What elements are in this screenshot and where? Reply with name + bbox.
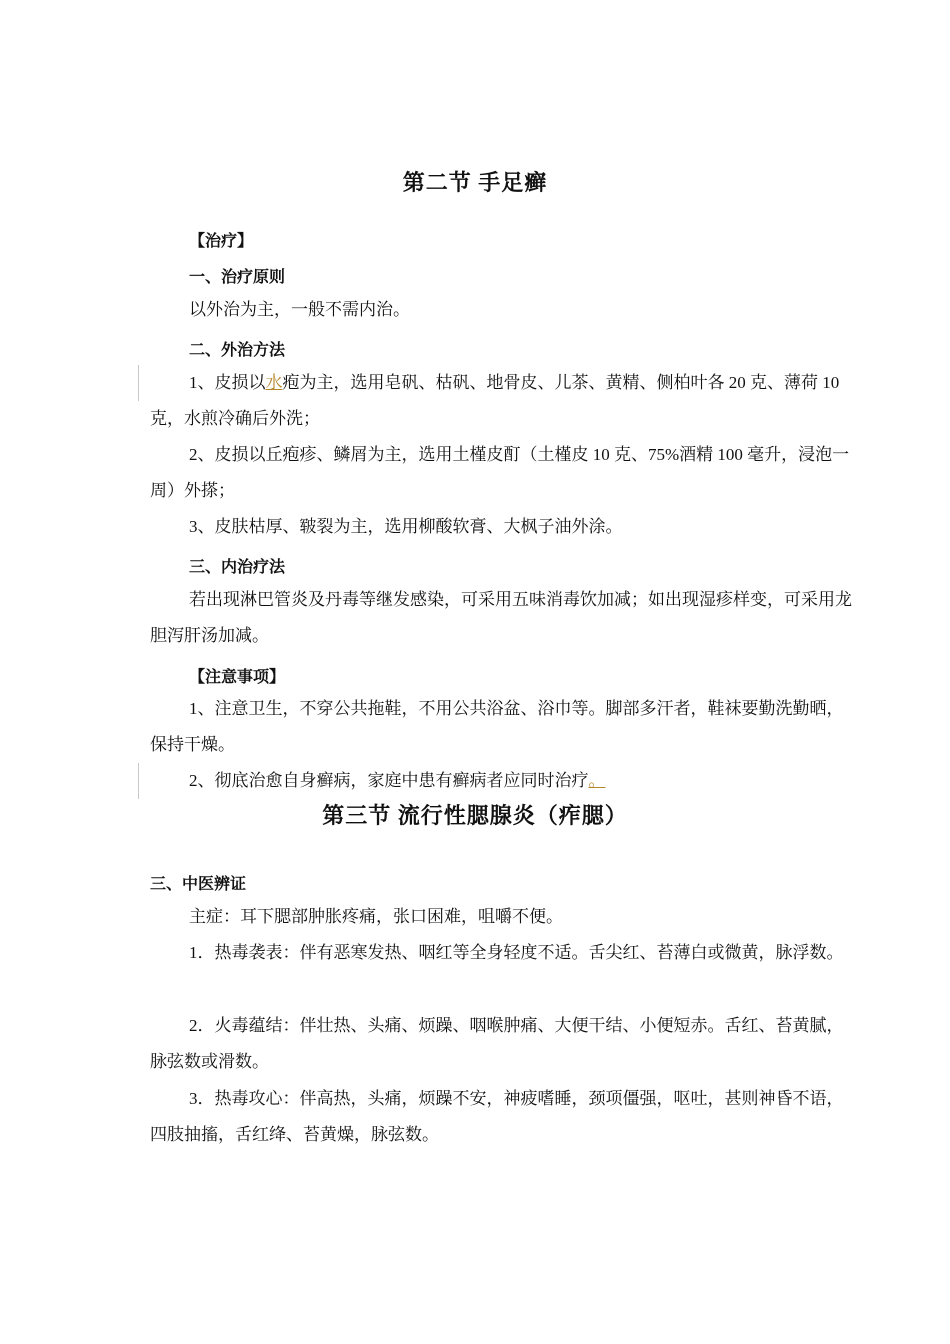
notes-heading: 【注意事项】 bbox=[189, 667, 286, 686]
external-item-3: 3、皮肤枯厚、皲裂为主，选用柳酸软膏、大枫子油外涂。 bbox=[189, 517, 623, 536]
diagnosis-item-1: 1．热毒袭表：伴有恶寒发热、咽红等全身轻度不适。舌尖红、苔薄白或微黄，脉浮数。 bbox=[189, 943, 844, 962]
section3-title: 第三节 流行性腮腺炎（痄腮） bbox=[322, 803, 628, 828]
main-symptom: 主症：耳下腮部肿胀疼痛，张口困难，咀嚼不便。 bbox=[189, 907, 563, 926]
external-item-2: 2、皮损以丘疱疹、鳞屑为主，选用土槿皮酊（土槿皮 10 克、75%酒精 100 毫升，浸泡一周）外搽； bbox=[150, 445, 850, 500]
section2-title: 第二节 手足癣 bbox=[402, 170, 548, 195]
diagnosis-item-2: 2．火毒蕴结：伴壮热、头痛、烦躁、咽喉肿痛、大便干结、小便短赤。舌红、苔黄腻，脉弦数或滑数。 bbox=[150, 1016, 844, 1071]
treatment-heading: 【治疗】 bbox=[189, 231, 254, 250]
note-1: 1、注意卫生，不穿公共拖鞋，不用公共浴盆、浴巾等。脚部多汗者，鞋袜要勤洗勤晒，保持干燥。 bbox=[150, 699, 844, 754]
principle-paragraph: 以外治为主，一般不需内治。 bbox=[189, 300, 410, 319]
external-heading: 二、外治方法 bbox=[189, 340, 286, 359]
tracked-change-text: 。 bbox=[588, 771, 606, 790]
tracked-change-text: 水 bbox=[265, 373, 283, 392]
internal-heading: 三、内治疗法 bbox=[189, 557, 286, 576]
external-item-1: 1、皮损以水疱为主，选用皂矾、枯矾、地骨皮、儿茶、黄精、侧柏叶各 20 克、薄荷 10 克，水煎冷确后外洗； bbox=[150, 373, 840, 428]
internal-paragraph: 若出现淋巴管炎及丹毒等继发感染，可采用五味消毒饮加减；如出现湿疹样变，可采用龙胆泻肝汤加减。 bbox=[150, 590, 852, 645]
change-bar bbox=[138, 763, 139, 799]
diagnosis-item-3: 3．热毒攻心：伴高热，头痛，烦躁不安，神疲嗜睡，颈项僵强，呕吐，甚则神昏不语，四肢抽搐，舌红绛、苔黄燥，脉弦数。 bbox=[150, 1089, 844, 1144]
diagnosis-heading: 三、中医辨证 bbox=[150, 874, 247, 893]
note-2: 2、彻底治愈自身癣病，家庭中患有癣病者应同时治疗。 bbox=[189, 771, 606, 790]
change-bar bbox=[138, 365, 139, 401]
principle-heading: 一、治疗原则 bbox=[189, 267, 286, 286]
